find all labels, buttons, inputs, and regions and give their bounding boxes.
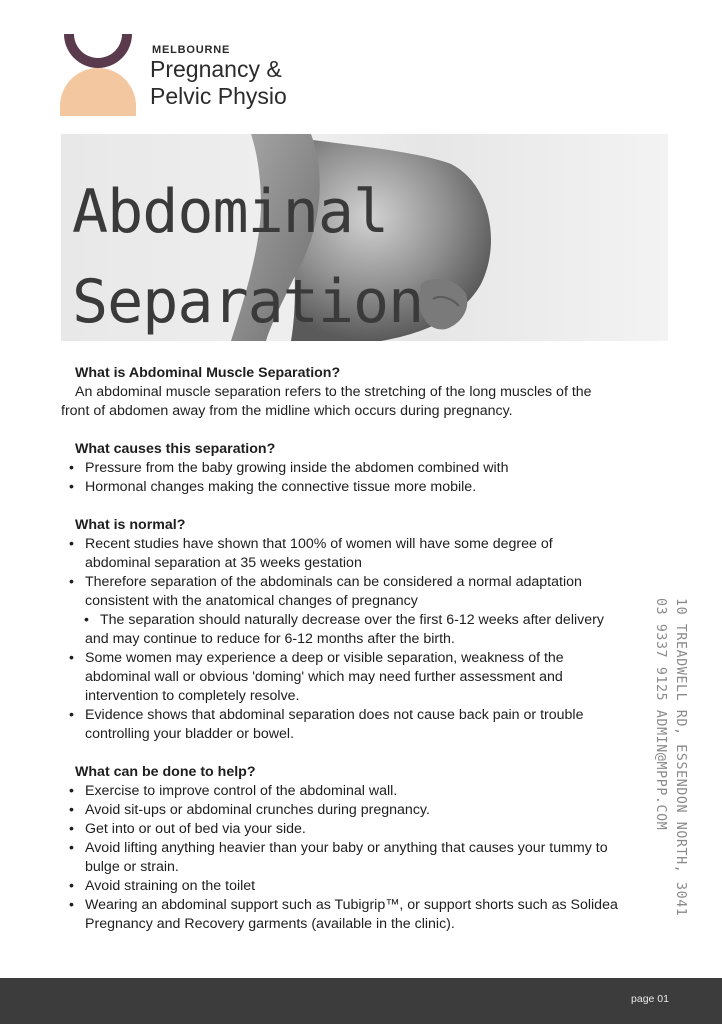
- hero-title-line-2: Separation: [72, 267, 424, 337]
- article-body: [61, 364, 621, 934]
- list-item: • Avoid straining on the toilet: [61, 877, 621, 896]
- section-heading: What is Abdominal Muscle Separation?: [75, 365, 341, 381]
- page-footer: [0, 978, 722, 1024]
- list-item: • The separation should naturally decrease over the first 6-12 weeks after delivery and may continue to reduce for 6-12 months after the birth.: [61, 611, 621, 649]
- list-item: • Avoid sit-ups or abdominal crunches during pregnancy.: [61, 801, 621, 820]
- section-paragraph: An abdominal muscle separation refers to the stretching of the long muscles of the front of abdomen away from the midline which occurs during pregnancy.: [61, 384, 592, 419]
- list-item: • Wearing an abdominal support such as Tubigrip™, or support shorts such as Solidea Pregnancy and Recovery garments (available in the clinic).: [61, 896, 621, 934]
- brand-line-2: Pelvic Physio: [150, 83, 287, 109]
- brand-line-1: Pregnancy &: [150, 56, 282, 82]
- list-item: • Therefore separation of the abdominals can be considered a normal adaptation consistent with the anatomical changes of pregnancy: [61, 573, 621, 611]
- logo-mark-icon: [60, 34, 136, 116]
- section-heading: What can be done to help?: [75, 764, 256, 780]
- hero-title-line-1: Abdominal: [72, 177, 389, 247]
- list-item: • Get into or out of bed via your side.: [61, 820, 621, 839]
- contact-line: 03 9337 9125 ADMIN@MPPP.COM: [653, 598, 668, 831]
- list-item: • Some women may experience a deep or visible separation, weakness of the abdominal wall or obvious 'doming' which may need further assessment and intervention to completely resolve.: [61, 649, 621, 706]
- list-item: • Recent studies have shown that 100% of women will have some degree of abdominal separation at 35 weeks gestation: [61, 535, 621, 573]
- bullet-list: [61, 782, 621, 934]
- brand-logo: [60, 34, 328, 116]
- section-heading: What causes this separation?: [75, 441, 276, 457]
- section-heading: What is normal?: [75, 517, 186, 533]
- list-item: • Avoid lifting anything heavier than your baby or anything that causes your tummy to bulge or strain.: [61, 839, 621, 877]
- bullet-list: [61, 535, 621, 744]
- list-item: • Exercise to improve control of the abdominal wall.: [61, 782, 621, 801]
- hero-banner: [61, 134, 668, 341]
- list-item: • Hormonal changes making the connective tissue more mobile.: [61, 478, 621, 497]
- contact-address: [646, 598, 690, 954]
- list-item: • Pressure from the baby growing inside the abdomen combined with: [61, 459, 621, 478]
- bullet-list: [61, 459, 621, 497]
- brand-top-text: MELBOURNE: [152, 44, 231, 56]
- page-number: page 01: [631, 993, 669, 1005]
- list-item: • Evidence shows that abdominal separation does not cause back pain or trouble controlling your bladder or bowel.: [61, 706, 621, 744]
- address-line: 10 TREADWELL RD, ESSENDON NORTH, 3041: [673, 598, 688, 917]
